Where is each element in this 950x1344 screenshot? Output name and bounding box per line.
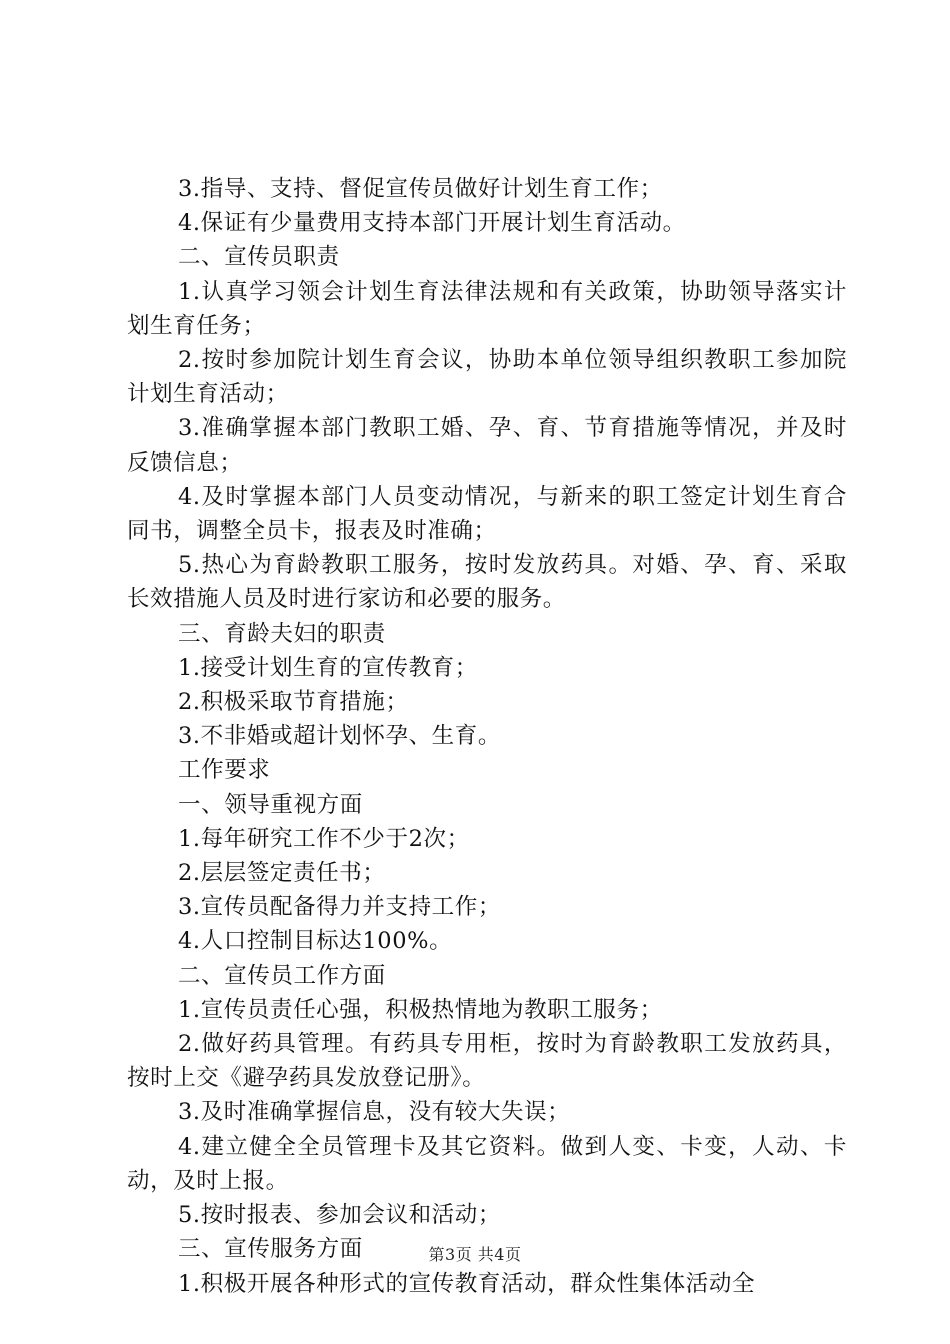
paragraph: 4.及时掌握本部门人员变动情况，与新来的职工签定计划生育合同书，调整全员卡，报表及时准确； (127, 483, 847, 545)
paragraph: 3.准确掌握本部门教职工婚、孕、育、节育措施等情况，并及时反馈信息； (127, 415, 847, 476)
paragraph: 4.保证有少量费用支持本部门开展计划生育活动。 (178, 210, 686, 237)
paragraph: 1.积极开展各种形式的宣传教育活动，群众性集体活动全 (178, 1270, 756, 1297)
page-number-label: 第3页 共4页 (428, 1245, 522, 1264)
section-heading: 二、宣传员职责 (178, 244, 340, 271)
paragraph: 2.积极采取节育措施； (178, 689, 409, 716)
paragraph: 3.及时准确掌握信息，没有较大失误； (178, 1099, 571, 1126)
paragraph: 1.接受计划生育的宣传教育； (178, 654, 478, 681)
section-heading: 工作要求 (178, 757, 271, 784)
paragraph: 2.做好药具管理。有药具专用柜，按时为育龄教职工发放药具，按时上交《避孕药具发放登记册》。 (127, 1031, 847, 1092)
paragraph: 3.宣传员配备得力并支持工作； (178, 894, 501, 921)
paragraph: 3.不非婚或超计划怀孕、生育。 (178, 723, 501, 750)
document-body (127, 172, 847, 1301)
paragraph: 2.按时参加院计划生育会议，协助本单位领导组织教职工参加院计划生育活动； (127, 347, 847, 408)
paragraph: 3.指导、支持、督促宣传员做好计划生育工作； (178, 176, 663, 202)
paragraph: 1.宣传员责任心强，积极热情地为教职工服务； (178, 996, 663, 1023)
paragraph: 5.热心为育龄教职工服务，按时发放药具。对婚、孕、育、采取长效措施人员及时进行家访和必要的服务。 (127, 552, 847, 613)
section-heading: 三、育龄夫妇的职责 (178, 620, 386, 647)
paragraph: 4.人口控制目标达100%。 (178, 928, 453, 955)
page-footer (0, 1242, 950, 1265)
section-heading: 三、宣传服务方面 (178, 1236, 363, 1263)
paragraph: 1.认真学习领会计划生育法律法规和有关政策，协助领导落实计划生育任务； (127, 278, 847, 339)
paragraph: 1.每年研究工作不少于2次； (178, 825, 470, 852)
paragraph: 5.按时报表、参加会议和活动； (178, 1202, 501, 1229)
paragraph: 2.层层签定责任书； (178, 860, 386, 887)
section-heading: 二、宣传员工作方面 (178, 962, 386, 989)
section-heading: 一、领导重视方面 (178, 791, 363, 818)
paragraph: 4.建立健全全员管理卡及其它资料。做到人变、卡变，人动、卡动，及时上报。 (127, 1133, 847, 1194)
